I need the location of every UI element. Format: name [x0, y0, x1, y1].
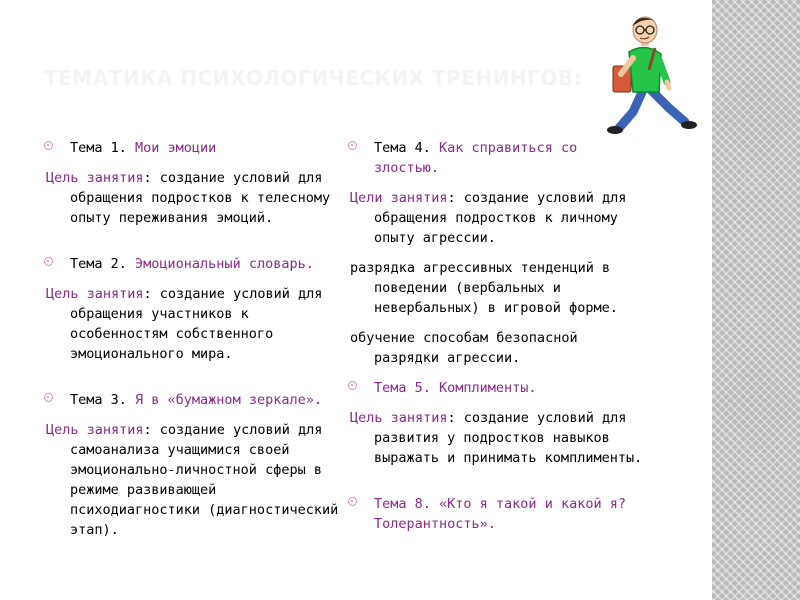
topic-prefix: Тема 4.: [374, 140, 440, 156]
topic-2: [44, 254, 344, 274]
topic-name: Как справиться со злостью.: [374, 140, 578, 176]
topic-1: [44, 138, 344, 158]
bullet-icon: [44, 141, 53, 150]
bullet-icon: [44, 257, 53, 266]
goal-2: [44, 284, 344, 364]
topic-name: Мои эмоции: [135, 140, 217, 156]
goal-text: : создание условий для обращения подростков к телесному опыту переживания эмоций.: [70, 170, 331, 226]
goal-1: [44, 168, 344, 228]
topic-8: [348, 494, 648, 534]
slide-title: ТЕМАТИКА ПСИХОЛОГИЧЕСКИХ ТРЕНИНГОВ:: [44, 66, 583, 90]
bullet-icon: [348, 141, 357, 150]
goal-4-item-b: обучение способам безопасной разрядки агрессии.: [350, 330, 578, 366]
topic-4: [348, 138, 648, 178]
topic-prefix: Тема 3.: [70, 392, 136, 408]
topic-3: [44, 390, 344, 410]
topic-name: Я в «бумажном зеркале».: [135, 392, 322, 408]
goal-text: : создание условий для обращения подростков к личному опыту агрессии.: [374, 190, 627, 246]
goal-text: : создание условий для развития у подростков навыков выражать и принимать комплименты.: [374, 410, 643, 466]
right-column: [348, 138, 648, 534]
goal-text: : создание условий для обращения участников к особенностям собственного эмоционального мира.: [70, 286, 323, 362]
goal-label: Цель занятия: [46, 170, 144, 186]
topic-5: [348, 378, 648, 398]
topic-name: Эмоциональный словарь.: [135, 256, 314, 272]
goal-3: [44, 420, 344, 540]
goal-4-item-a: разрядка агрессивных тенденций в поведении (вербальных и невербальных) в игровой форме.: [350, 260, 618, 316]
topic-prefix: Тема 1.: [70, 140, 136, 156]
topic-prefix: Тема 8.: [374, 496, 440, 512]
goal-4: [348, 188, 648, 248]
goal-label: Цель занятия: [350, 410, 448, 426]
walking-student-illustration: [585, 12, 710, 137]
goal-label: Цель занятия: [46, 422, 144, 438]
goal-label: Цели занятия: [350, 190, 448, 206]
topic-name: Комплименты.: [439, 380, 537, 396]
decorative-stripe: [712, 0, 800, 600]
goal-label: Цель занятия: [46, 286, 144, 302]
topic-prefix: Тема 5.: [374, 380, 440, 396]
goal-text: : создание условий для самоанализа учащимися своей эмоционально-личностной сферы в режиме развивающей психодиагностики (диагностический этап).: [70, 422, 339, 538]
topic-name: «Кто я такой и какой я? Толерантность».: [374, 496, 626, 532]
bullet-icon: [348, 497, 357, 506]
goal-5: [348, 408, 648, 468]
topic-prefix: Тема 2.: [70, 256, 136, 272]
left-column: [44, 138, 344, 540]
bullet-icon: [44, 393, 53, 402]
bullet-icon: [348, 381, 357, 390]
